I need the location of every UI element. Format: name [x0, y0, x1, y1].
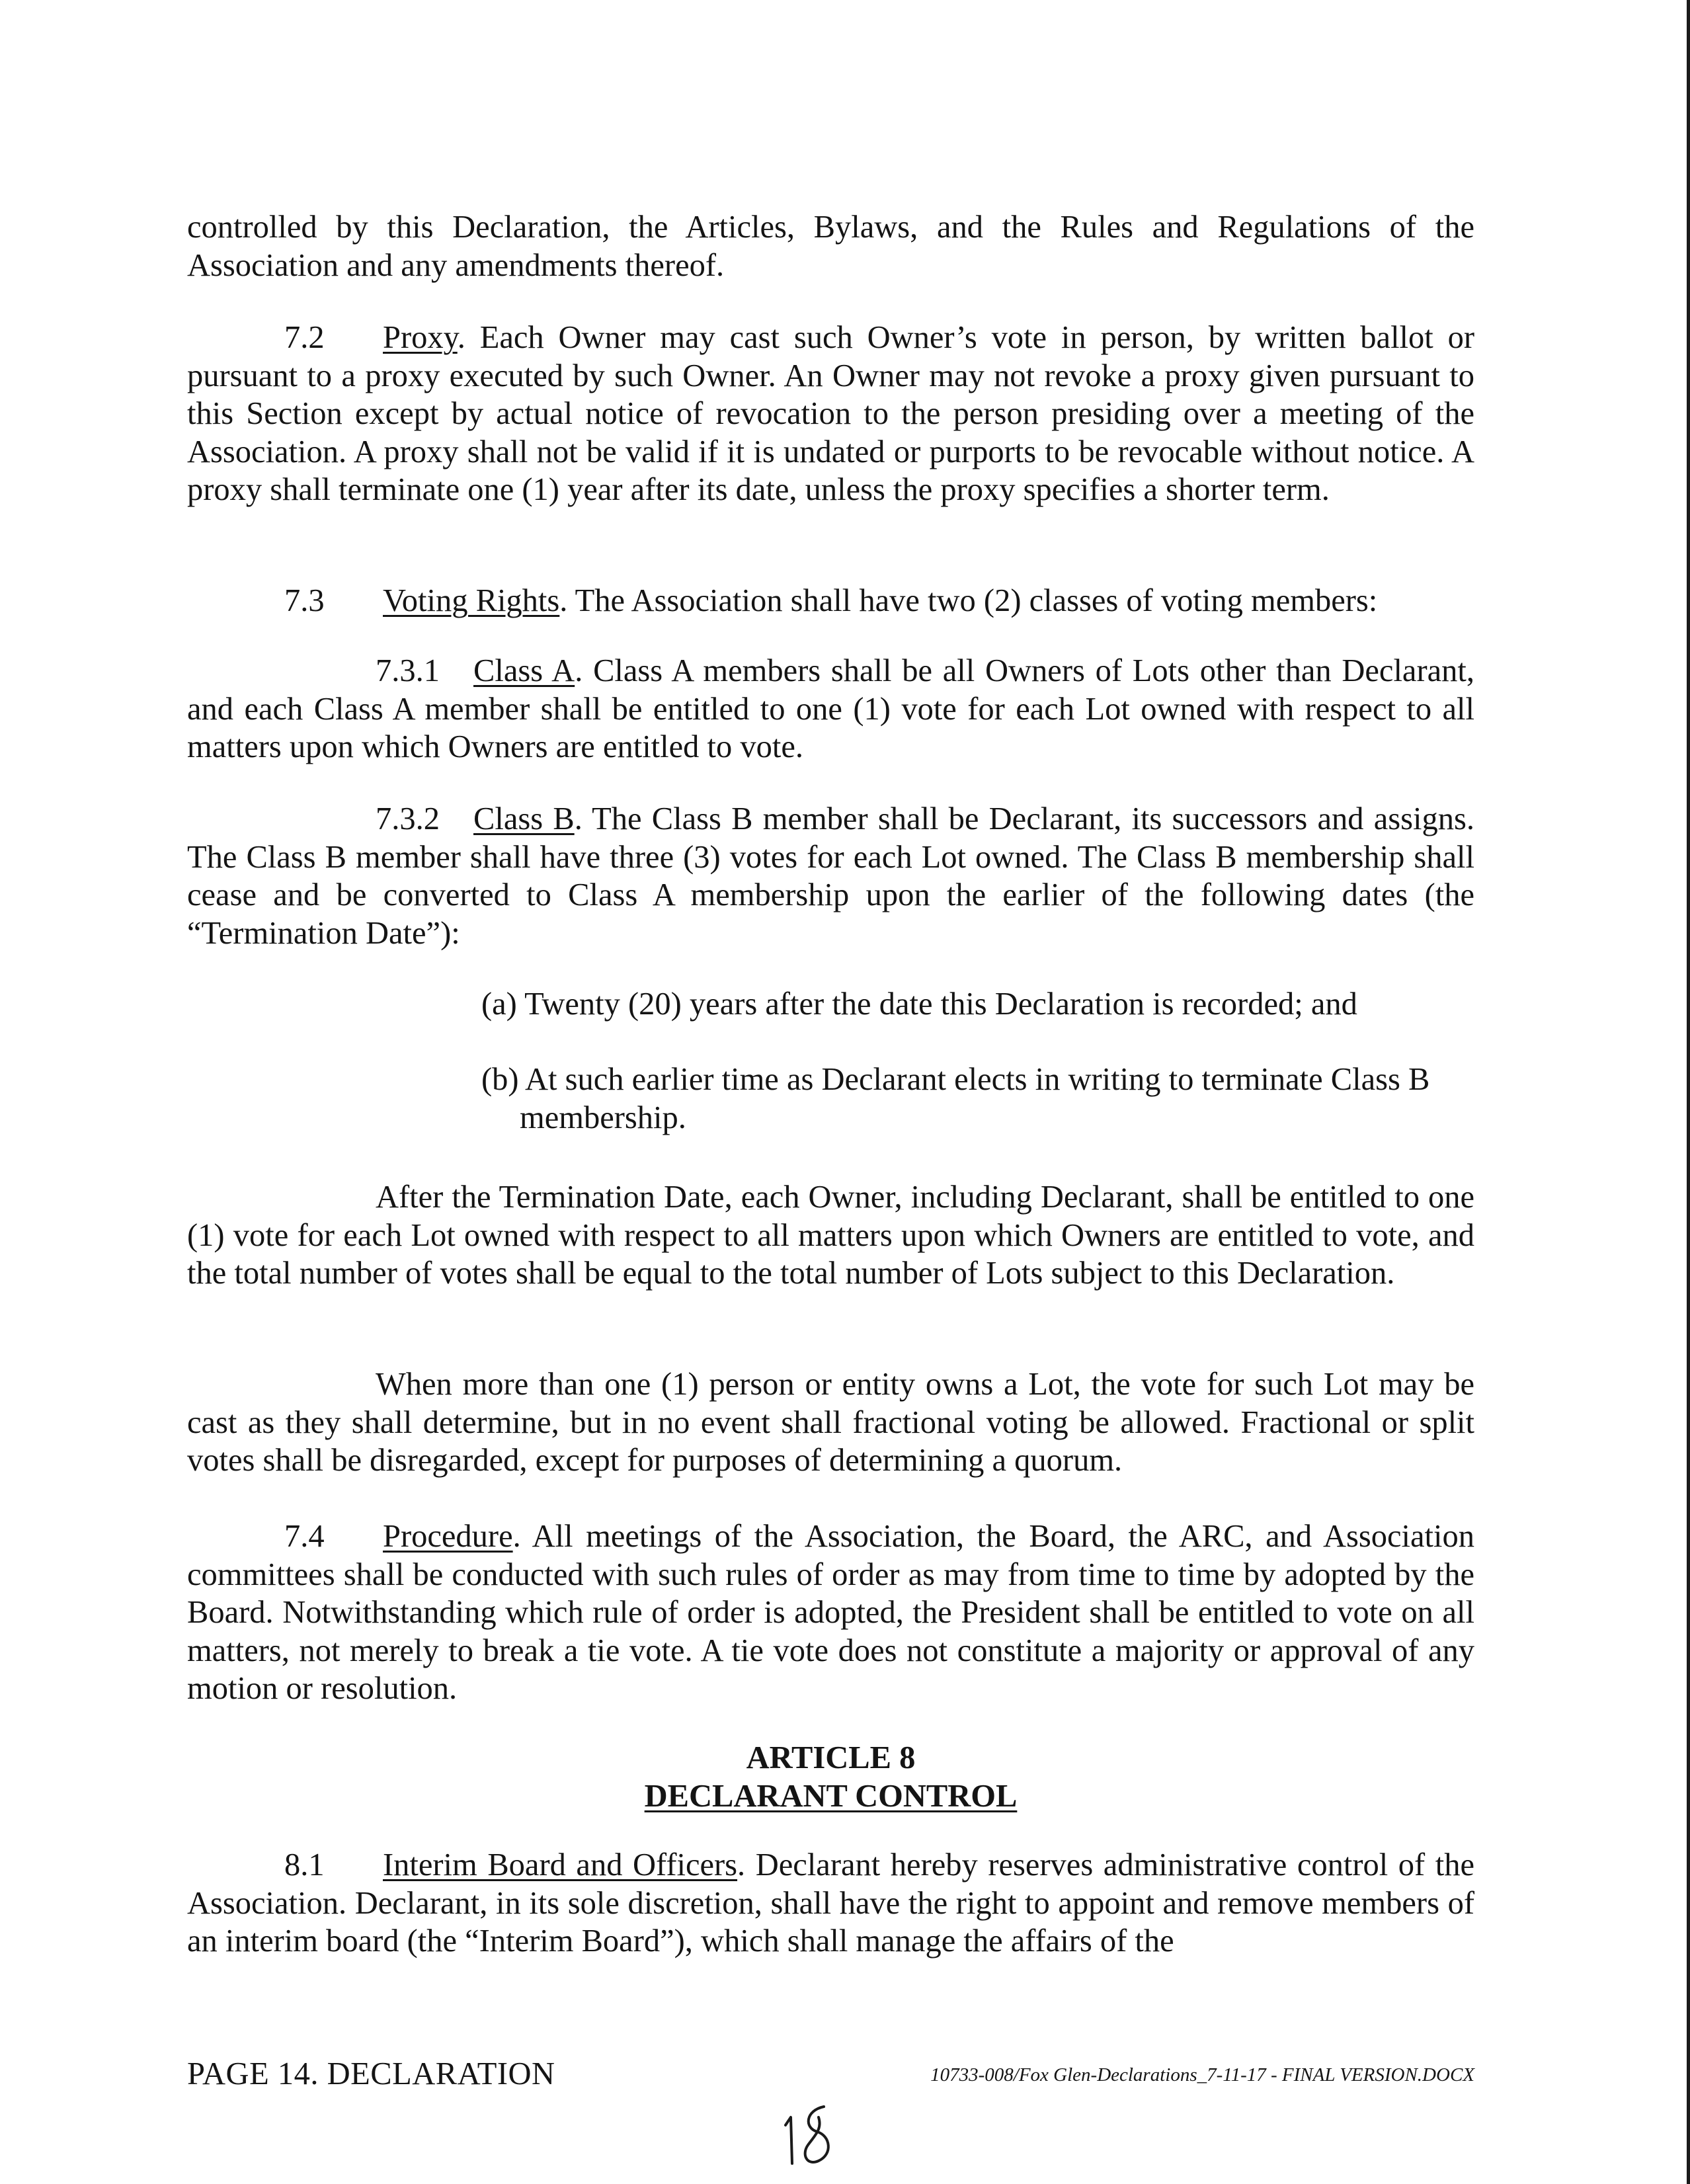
section-7-2	[187, 319, 1474, 509]
section-number: 7.3	[284, 583, 325, 618]
section-title: Procedure	[383, 1519, 513, 1554]
list-item-b	[481, 1061, 1518, 1137]
footer-page-label: PAGE 14. DECLARATION	[187, 2056, 555, 2091]
paragraph-text: controlled by this Declaration, the Articles, Bylaws, and the Rules and Regulations of the Association and any amendments thereof.	[187, 210, 1474, 283]
section-text: . The Class B member shall be Declarant, its successors and assigns. The Class B member shall have three (3) votes for each Lot owned. The Class B membership shall cease and be converted to Class A membership upon the earlier of the following dates (the “Termination Date”):	[187, 801, 1474, 951]
paragraph-text: When more than one (1) person or entity owns a Lot, the vote for such Lot may be cast as they shall determine, but in no event shall fractional voting be allowed. Fractional or split votes shall be disregarded, except for purposes of determining a quorum.	[187, 1367, 1474, 1478]
article-title: DECLARANT CONTROL	[644, 1778, 1018, 1814]
section-title: Interim Board and Officers	[383, 1847, 738, 1882]
handwritten-page-number	[779, 2097, 838, 2170]
list-label: (a)	[481, 987, 517, 1022]
article-heading	[187, 1739, 1474, 1815]
paragraph-text: After the Termination Date, each Owner, including Declarant, shall be entitled to one (1) vote for each Lot owned with respect to all matters upon which Owners are entitled to vote, and the total number of votes shall be equal to the total number of Lots subject to this Declaration.	[187, 1180, 1474, 1291]
section-7-4	[187, 1517, 1474, 1708]
section-7-3-2	[187, 800, 1474, 952]
section-number: 7.2	[284, 320, 325, 355]
section-number: 7.3.1	[376, 653, 440, 688]
section-title: Class B	[473, 801, 575, 836]
section-text: . The Association shall have two (2) classes of voting members:	[559, 583, 1378, 618]
section-title: Class A	[473, 653, 575, 688]
paragraph-termination	[187, 1178, 1474, 1293]
paragraph-continuation	[187, 208, 1474, 284]
section-number: 7.3.2	[376, 801, 440, 836]
section-number: 8.1	[284, 1847, 325, 1882]
article-number: ARTICLE 8	[746, 1740, 916, 1775]
section-title: Voting Rights	[383, 583, 560, 618]
paragraph-fractional-voting	[187, 1365, 1474, 1480]
section-text: . All meetings of the Association, the Board, the ARC, and Association committees shall be conducted with such rules of order as may from time to time by adopted by the Board. Notwithstanding which rule of order is adopted, the President shall be entitled to vote on all matters, not merely to break a tie vote. A tie vote does not constitute a majority or approval of any motion or resolution.	[187, 1519, 1474, 1706]
footer-file-name: 10733-008/Fox Glen-Declarations_7-11-17 - FINAL VERSION.DOCX	[930, 2064, 1474, 2085]
list-text: At such earlier time as Declarant elects in writing to terminate Class B membership.	[520, 1062, 1430, 1135]
section-number: 7.4	[284, 1519, 325, 1554]
section-text: . Class A members shall be all Owners of Lots other than Declarant, and each Class A member shall be entitled to one (1) vote for each Lot owned with respect to all matters upon which Owners are entitled to vote.	[187, 653, 1474, 764]
list-label: (b)	[481, 1062, 519, 1097]
list-text: Twenty (20) years after the date this Declaration is recorded; and	[524, 987, 1357, 1022]
section-8-1	[187, 1846, 1474, 1961]
section-text: . Each Owner may cast such Owner’s vote in person, by written ballot or pursuant to a proxy executed by such Owner. An Owner may not revoke a proxy given pursuant to this Section except by actual notice of revocation to the person presiding over a meeting of the Association. A proxy shall not be valid if it is undated or purports to be revocable without notice. A proxy shall terminate one (1) year after its date, unless the proxy specifies a shorter term.	[187, 320, 1474, 507]
section-title: Proxy	[383, 320, 458, 355]
list-item-a	[481, 985, 1518, 1024]
section-7-3	[187, 582, 1474, 620]
section-text: . Declarant hereby reserves administrative control of the Association. Declarant, in its sole discretion, shall have the right to appoint and remove members of an interim board (the “Interim Board”), which shall manage the affairs of the	[187, 1847, 1474, 1959]
section-7-3-1	[187, 652, 1474, 766]
